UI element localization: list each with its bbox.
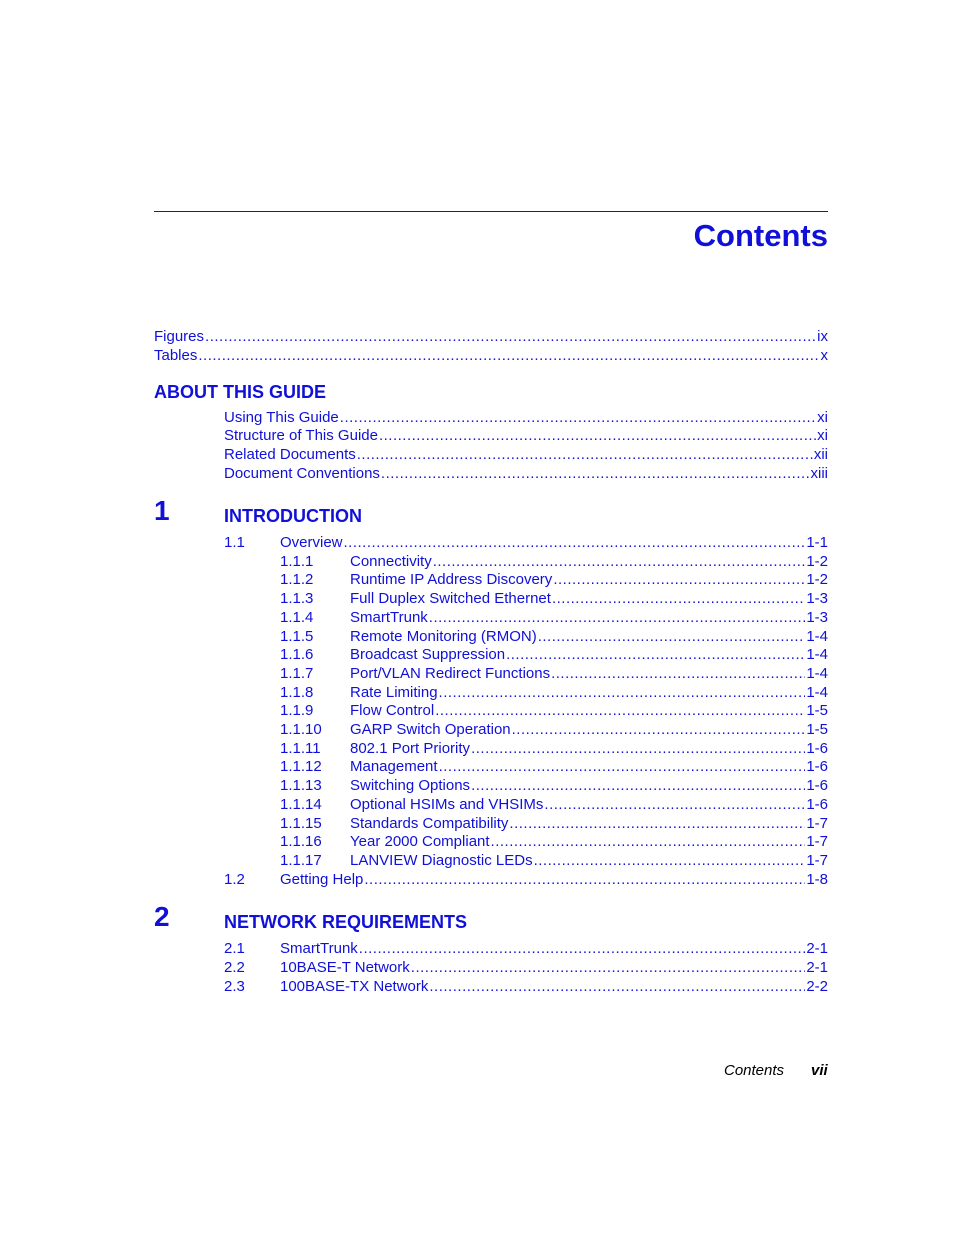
toc-section-number: 1.1.12 (280, 758, 322, 776)
toc-section-number: 1.1.15 (280, 814, 322, 832)
toc-label: SmartTrunk (280, 940, 358, 957)
toc-entry[interactable] (224, 464, 828, 483)
toc-page: 1-3 (806, 590, 828, 608)
toc-page: 1-7 (806, 833, 828, 851)
leader-dots (411, 958, 806, 977)
toc-entry[interactable] (224, 977, 828, 996)
leader-dots (506, 645, 805, 664)
leader-dots (433, 552, 806, 571)
toc-label: Standards Compatibility (350, 814, 509, 832)
leader-dots (509, 814, 805, 833)
chapter-number: 1 (154, 495, 170, 526)
toc-entry-figures[interactable] (154, 327, 828, 346)
page-title: Contents (693, 218, 828, 253)
toc-label: Structure of This Guide (224, 427, 378, 444)
leader-dots (429, 608, 806, 627)
toc-page: 1-6 (806, 795, 828, 813)
toc-section-number: 1.1.16 (280, 833, 322, 851)
leader-dots (512, 720, 806, 739)
toc-page: 1-8 (806, 870, 828, 888)
toc-section-number: 1.1.1 (280, 552, 314, 570)
toc-entry[interactable] (280, 720, 828, 739)
leader-dots (471, 776, 805, 795)
toc-page: 1-4 (806, 646, 828, 664)
toc-entry[interactable] (280, 552, 828, 571)
toc-entry-tables[interactable] (154, 346, 828, 365)
toc-section-number: 2.1 (224, 940, 245, 957)
toc-page: ix (817, 328, 828, 345)
toc-page: 1-2 (806, 552, 828, 570)
toc-entry[interactable] (224, 445, 828, 464)
toc-label: GARP Switch Operation (350, 721, 511, 738)
leader-dots (435, 701, 805, 720)
toc-label: Related Documents (224, 446, 356, 463)
toc-entry[interactable] (280, 776, 828, 795)
leader-dots (439, 683, 806, 702)
toc-entry[interactable] (224, 533, 828, 552)
leader-dots (471, 739, 805, 758)
toc-label: Runtime IP Address Discovery (350, 571, 553, 589)
toc-section-number: 1.1.11 (280, 739, 321, 757)
leader-dots (429, 977, 805, 996)
header-rule (154, 211, 828, 212)
toc-label: Connectivity (350, 552, 432, 570)
leader-dots (364, 870, 805, 889)
toc-label: Broadcast Suppression (350, 646, 506, 664)
toc-entry[interactable] (280, 589, 828, 608)
toc-page: x (820, 347, 828, 364)
toc-entry[interactable] (280, 570, 828, 589)
footer-page-number: vii (811, 1062, 828, 1079)
chapter-title: INTRODUCTION (224, 506, 362, 526)
toc-section-number: 1.1.5 (280, 627, 314, 645)
leader-dots (381, 464, 810, 483)
toc-label: Remote Monitoring (RMON) (350, 627, 537, 645)
leader-dots (357, 445, 813, 464)
toc-entry[interactable] (280, 701, 828, 720)
toc-label: Using This Guide (224, 409, 339, 426)
toc-label: Port/VLAN Redirect Functions (350, 664, 551, 682)
toc-section-number: 1.1.4 (280, 608, 314, 626)
toc-entry[interactable] (280, 683, 828, 702)
footer-label: Contents (724, 1062, 785, 1079)
toc-entry[interactable] (224, 408, 828, 427)
toc-page: 2-1 (806, 940, 828, 957)
toc-entry[interactable] (280, 664, 828, 683)
toc-page: xii (813, 446, 828, 463)
toc-page: 1-4 (806, 664, 828, 682)
leader-dots (439, 757, 806, 776)
section-heading-about: ABOUT THIS GUIDE (154, 382, 327, 402)
toc-section-number: 1.1.3 (280, 590, 314, 608)
leader-dots (538, 627, 806, 646)
toc-label: Year 2000 Compliant (350, 833, 490, 851)
leader-dots (198, 346, 819, 365)
toc-section-number: 1.1.7 (280, 664, 314, 682)
toc-entry[interactable] (280, 739, 828, 758)
toc-page: xi (817, 409, 828, 426)
toc-section-number: 1.1.6 (280, 646, 314, 664)
toc-section-number: 1.1.2 (280, 571, 314, 589)
toc-entry[interactable] (280, 608, 828, 627)
leader-dots (359, 939, 806, 958)
toc-page: xi (817, 427, 828, 444)
toc-label: Optional HSIMs and VHSIMs (350, 795, 544, 813)
toc-label: 100BASE-TX Network (280, 978, 429, 995)
toc-label: Switching Options (350, 777, 471, 795)
toc-section-number: 1.1.14 (280, 795, 322, 813)
leader-dots (553, 570, 805, 589)
toc-page: xiii (810, 465, 828, 482)
toc-label: Full Duplex Switched Ethernet (350, 590, 551, 608)
toc-label: LANVIEW Diagnostic LEDs (350, 851, 533, 869)
toc-page: 1-2 (806, 571, 828, 589)
toc-entry[interactable] (224, 939, 828, 958)
toc-entry[interactable] (280, 814, 828, 833)
toc-page: 1-5 (806, 721, 828, 738)
toc-section-number: 1.1 (224, 534, 245, 551)
toc-page: 1-4 (806, 683, 828, 701)
leader-dots (344, 533, 806, 552)
toc-entry[interactable] (280, 832, 828, 851)
toc-entry[interactable] (280, 851, 828, 870)
leader-dots (340, 408, 816, 427)
leader-dots (534, 851, 806, 870)
leader-dots (205, 327, 816, 346)
chapter-title: NETWORK REQUIREMENTS (224, 912, 467, 932)
toc-section-number: 1.1.10 (280, 721, 322, 738)
toc-section-number: 1.1.8 (280, 683, 314, 701)
leader-dots (491, 832, 806, 851)
leader-dots (379, 426, 816, 445)
toc-entry[interactable] (280, 795, 828, 814)
toc-entry[interactable] (224, 426, 828, 445)
leader-dots (551, 664, 805, 683)
toc-label: 802.1 Port Priority (350, 739, 471, 757)
toc-page: 1-1 (806, 534, 828, 551)
toc-section-number: 2.3 (224, 978, 245, 995)
toc-label: Rate Limiting (350, 683, 438, 701)
toc-entry[interactable] (224, 958, 828, 977)
toc-label: Flow Control (350, 702, 435, 720)
toc-section-number: 1.1.17 (280, 851, 322, 869)
toc-section-number: 1.2 (224, 870, 245, 888)
toc-entry[interactable] (280, 757, 828, 776)
toc-entry[interactable] (280, 627, 828, 646)
toc-page: 1-6 (806, 758, 828, 776)
toc-section-number: 1.1.9 (280, 702, 314, 720)
toc-page: 1-6 (806, 739, 828, 757)
toc-page: 1-3 (806, 608, 828, 626)
leader-dots (544, 795, 805, 814)
toc-section-number: 1.1.13 (280, 777, 322, 795)
toc-label: Overview (280, 534, 343, 551)
toc-entry[interactable] (280, 645, 828, 664)
toc-page: 2-1 (806, 959, 828, 976)
toc-label: Tables (154, 347, 198, 364)
toc-page: 2-2 (806, 978, 828, 995)
toc-page: 1-4 (806, 627, 828, 645)
toc-label: Getting Help (280, 870, 364, 888)
toc-label: Management (350, 758, 438, 776)
leader-dots (552, 589, 805, 608)
toc-page: 1-7 (806, 814, 828, 832)
toc-label: 10BASE-T Network (280, 959, 410, 976)
chapter-number: 2 (154, 901, 170, 932)
toc-entry[interactable] (224, 870, 828, 889)
toc-label: Figures (154, 328, 205, 345)
toc-section-number: 2.2 (224, 959, 245, 976)
toc-page: 1-7 (806, 851, 828, 869)
toc-label: SmartTrunk (350, 608, 428, 626)
toc-label: Document Conventions (224, 465, 380, 482)
toc-page: 1-5 (806, 702, 828, 720)
toc-page: 1-6 (806, 777, 828, 795)
